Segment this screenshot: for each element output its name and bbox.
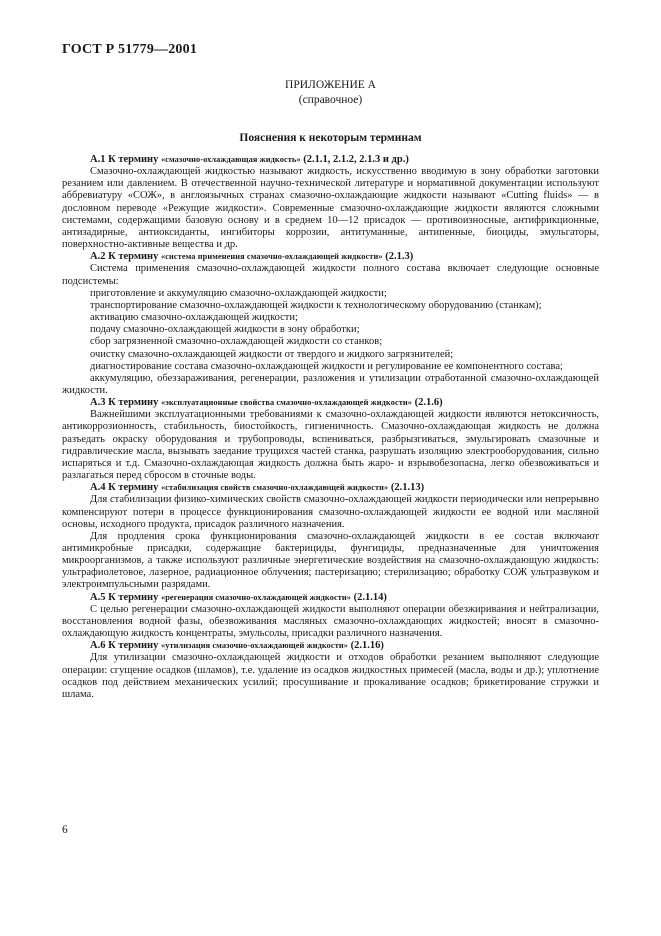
heading-suffix: (2.1.14) [351, 591, 387, 603]
paragraph: Для стабилизации физико-химических свойств смазочно-охлаждающей жидкости периодически или непрерывно компенсируют потери в процессе функционирования смазочно-охлаждающей жидкости ее водной или масляной основы, исходного продукта, присадок различного назначения. [62, 494, 599, 530]
paragraph: Система применения смазочно-охлаждающей жидкости полного состава включает следующие основные подсистемы: [62, 263, 599, 287]
list-item: сбор загрязненной смазочно-охлаждающей жидкости со станков; [90, 336, 383, 348]
page-number: 6 [62, 824, 68, 836]
heading-term: «смазочно-охлаждающая жидкость» [160, 155, 301, 164]
appendix-title-block [0, 78, 661, 108]
section-title: Пояснения к некоторым терминам [239, 132, 422, 144]
appendix-subtitle: (справочное) [298, 94, 363, 106]
heading-prefix: А.1 К термину [90, 154, 161, 165]
list-item: подачу смазочно-охлаждающей жидкости в зону обработки; [90, 324, 360, 336]
section-heading [62, 397, 599, 409]
section-heading [62, 154, 599, 166]
list-item: аккумуляцию, обеззараживания, регенерации, разложения и утилизации отработанной смазочно-охлаждающей жидкости. [62, 372, 599, 396]
section-heading [62, 592, 599, 604]
heading-suffix: (2.1.13) [388, 482, 425, 494]
list-item: диагностирование состава смазочно-охлаждающей жидкости и регулирование ее компонентного состава; [90, 360, 563, 372]
paragraph: Для продления срока функционирования смазочно-охлаждающей жидкости в ее состав включают антимикробные присадки, содержащие бактерициды, фунгициды, предназначенные для уничтожения микроорганизмов, а также используют различные энергетические воздействия на смазочно-охлаждающую жидкость: ультрафиолетовое, лазерное, радиационное облучения; пастеризацию; стерилизацию; обработку СОЖ ультразвуком и электроимпульсными разрядами. [62, 530, 599, 591]
paragraph: Важнейшими эксплуатационными требованиями к смазочно-охлаждающей жидкости являются нетоксичность, антикоррозионность, стабильность, биостойкость, гигиеничность. Смазочно-охлаждающая жидкость не должна разъедать окраску оборудования и трубопроводы, вспениваться, разбрызгиваться, эмульгировать смазочные и гидравлические масла, вызывать заедание трущихся частей станка, разрушать изоляцию электрооборудования, сильно испаряться и т.д. Смазочно-охлаждающая жидкость должна быть жаро- и взрывобезопасна, легко обезвоживаться и разлагаться перед сбросом в сточные воды. [62, 409, 599, 482]
heading-prefix: А.5 К термину [90, 591, 161, 603]
document-header: ГОСТ Р 51779—2001 [62, 42, 198, 57]
heading-term: «система применения смазочно-охлаждающей жидкости» [160, 252, 383, 262]
heading-prefix: А.6 К термину [90, 640, 161, 652]
section-heading [62, 251, 599, 263]
heading-prefix: А.2 К термину [90, 251, 161, 263]
list-item: активацию смазочно-охлаждающей жидкости; [90, 312, 298, 324]
section-heading [62, 482, 599, 494]
heading-suffix: (2.1.1, 2.1.2, 2.1.3 и др.) [300, 154, 409, 165]
appendix-title: ПРИЛОЖЕНИЕ А [285, 79, 376, 91]
heading-term: «утилизация смазочно-охлаждающей жидкости» [160, 641, 348, 651]
list-item: транспортирование смазочно-охлаждающей жидкости к технологическому оборудованию (станкам); [90, 299, 542, 311]
heading-suffix: (2.1.16) [348, 640, 384, 652]
heading-term: «стабилизация свойств смазочно-охлаждающей жидкости» [160, 483, 389, 493]
list-item: очистку смазочно-охлаждающей жидкости от твердого и жидкого загрязнителей; [90, 348, 454, 360]
paragraph: С целью регенерации смазочно-охлаждающей жидкости выполняют операции обезжиривания и нейтрализации, восстановления водной фазы, обезвоживания масляных смазочно-охлаждающих жидкостей; вносят в смазочно-охлаждающую жидкость концентраты, эмульсолы, присадки различного назначения. [62, 603, 599, 640]
paragraph: Для утилизации смазочно-охлаждающей жидкости и отходов обработки резанием выполняют следующие операции: сгущение осадков (шламов), т.е. удаление из осадков жидкостных примесей (масла, воды и др.); уплотнение осадков под действием механических усилий; просушивание и прокаливание осадков; брикетирование стружки и шлама. [62, 652, 599, 700]
heading-suffix: (2.1.6) [412, 397, 443, 409]
heading-term: «регенерация смазочно-охлаждающей жидкости» [160, 592, 352, 602]
document-body [62, 154, 599, 701]
paragraph: Смазочно-охлаждающей жидкостью называют жидкость, искусственно вводимую в зону обработки заготовки резанием или давлением. В отечественной научно-технической литературе и нормативной документации используют аббревиатуру «СОЖ», в англоязычных странах смазочно-охлаждающие жидкости называют «Cutting fluids» — в дословном переводе «Режущие жидкости». Современные смазочно-охлаждающие жидкости являются сложными системами, содержащими базовую основу и в среднем 10—12 присадок — противоизносные, антифрикционные, антизадирные, антиоксиданты, ингибиторы коррозии, антитуманные, антипенные, биоциды, эмульгаторы, поверхностно-активные вещества и др. [62, 166, 599, 251]
heading-prefix: А.3 К термину [90, 397, 161, 409]
heading-term: «эксплуатационные свойства смазочно-охлаждающей жидкости» [160, 398, 413, 408]
list-item: приготовление и аккумуляцию смазочно-охлаждающей жидкости; [90, 287, 387, 299]
heading-prefix: А.4 К термину [90, 482, 161, 494]
section-heading [62, 640, 599, 652]
heading-suffix: (2.1.3) [382, 251, 414, 263]
